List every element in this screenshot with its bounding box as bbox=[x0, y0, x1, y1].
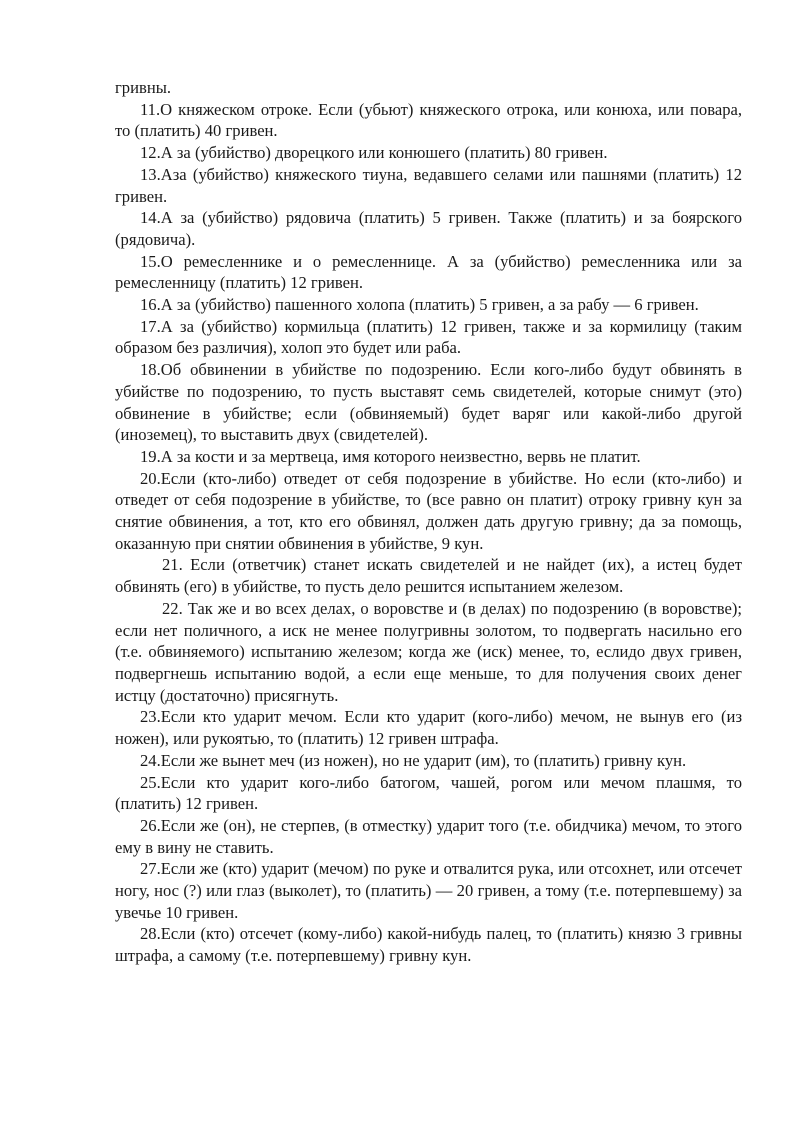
article-15: 15.О ремесленнике и о ремесленнице. А за (убийство) ремесленника или за ремесленницу (платить) 12 гривен. bbox=[115, 251, 742, 293]
document-page bbox=[115, 77, 742, 967]
article-25: 25.Если кто ударит кого-либо батогом, чашей, рогом или мечом плашмя, то (платить) 12 гривен. bbox=[115, 772, 742, 814]
article-17: 17.А за (убийство) кормильца (платить) 12 гривен, также и за кормилицу (таким образом без различия), холоп это будет или раба. bbox=[115, 316, 742, 358]
article-16: 16.А за (убийство) пашенного холопа (платить) 5 гривен, а за рабу — 6 гривен. bbox=[140, 295, 699, 315]
article-28: 28.Если (кто) отсечет (кому-либо) какой-нибудь палец, то (платить) князю 3 гривны штрафа, а самому (т.е. потерпевшему) гривну кун. bbox=[115, 924, 742, 966]
article-27: 27.Если же (кто) ударит (мечом) по руке и отвалится рука, или отсохнет, или отсечет ногу, нос (?) или глаз (выколет), то (платить) — 20 гривен, а тому (т.е. потерпевшему) за увечье 10 гривен. bbox=[115, 859, 742, 922]
article-11: 11.О княжеском отроке. Если (убьют) княжеского отрока, или конюха, или повара, то (платить) 40 гривен. bbox=[115, 99, 742, 141]
article-14: 14.А за (убийство) рядовича (платить) 5 гривен. Также (платить) и за боярского (рядовича). bbox=[115, 208, 742, 249]
article-22: 22. Так же и во всех делах, о воровстве и (в делах) по подозрению (в воровстве); если нет поличного, а иск не менее полугривны золотом, то подвергать насильно его (т.е. обвиняемого) испытанию железом; когда же (иск) менее, то, еслидо двух гривен, подвергнешь испытанию водой, а если еще меньше, то для получения своих денег истцу (достаточно) присягнуть. bbox=[115, 598, 742, 705]
article-26: 26.Если же (он), не стерпев, (в отместку) ударит того (т.е. обидчика) мечом, то этого ему в вину не ставить. bbox=[115, 815, 742, 857]
article-19: 19.А за кости и за мертвеца, имя которого неизвестно, вервь не платит. bbox=[140, 446, 641, 466]
article-12: 12.А за (убийство) дворецкого или конюшего (платить) 80 гривен. bbox=[140, 143, 608, 163]
article-18: 18.Об обвинении в убийстве по подозрению. Если кого-либо будут обвинять в убийстве по подозрению, то пусть выставят семь свидетелей, которые снимут (это) обвинение в убийстве; если (обвиняемый) будет варяг или какой-либо другой (иноземец), то выставить двух (свидетелей). bbox=[115, 360, 742, 445]
article-20: 20.Если (кто-либо) отведет от себя подозрение в убийстве. Но если (кто-либо) и отведет от себя подозрение в убийстве, то (все равно он платит) отроку гривну кун за снятие обвинения, а тот, кто его обвинял, должен дать другую гривну; да за помощь, оказанную при снятии обвинения в убийстве, 9 кун. bbox=[115, 468, 742, 553]
article-13: 13.Аза (убийство) княжеского тиуна, ведавшего селами или пашнями (платить) 12 гривен. bbox=[115, 164, 742, 206]
article-24: 24.Если же вынет меч (из ножен), но не ударит (им), то (платить) гривну кун. bbox=[140, 750, 687, 770]
article-21: 21. Если (ответчик) станет искать свидетелей и не найдет (их), а истец будет обвинять (его) в убийстве, то пусть дело решится испытанием железом. bbox=[115, 555, 742, 597]
paragraph-continuation: гривны. bbox=[115, 78, 171, 97]
article-23: 23.Если кто ударит мечом. Если кто ударит (кого-либо) мечом, не вынув его (из ножен), или рукоятью, то (платить) 12 гривен штрафа. bbox=[115, 707, 742, 749]
